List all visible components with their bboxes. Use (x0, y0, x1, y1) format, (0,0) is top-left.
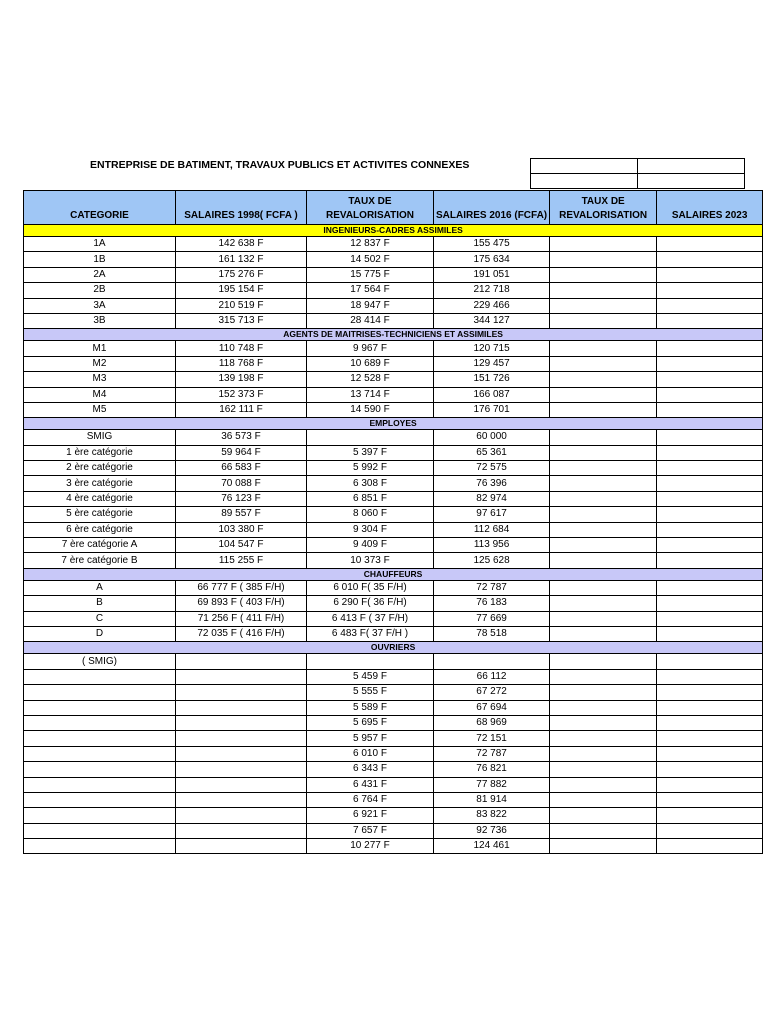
table-row (24, 237, 763, 252)
cell-categorie[interactable] (24, 700, 176, 715)
table-body (24, 225, 763, 854)
cell-categorie[interactable] (24, 669, 176, 684)
cell-salaire-1998[interactable]: 210 519 F (176, 298, 307, 313)
cell-taux-1[interactable]: 5 589 F (307, 700, 434, 715)
cell-taux-2[interactable] (550, 237, 657, 252)
cell-taux-1[interactable]: 14 502 F (307, 252, 434, 267)
cell-categorie[interactable]: D (24, 626, 176, 641)
cell-taux-1[interactable]: 6 431 F (307, 777, 434, 792)
cell-salaire-1998[interactable]: 69 893 F ( 403 F/H) (176, 596, 307, 611)
table-row (24, 341, 763, 356)
cell-salaire-1998[interactable] (176, 731, 307, 746)
cell-taux-1[interactable]: 12 528 F (307, 372, 434, 387)
table-row (24, 430, 763, 445)
cell-salaire-2023[interactable] (657, 715, 763, 730)
cell-salaire-1998[interactable]: 36 573 F (176, 430, 307, 445)
cell-taux-2[interactable] (550, 611, 657, 626)
cell-salaire-1998[interactable] (176, 792, 307, 807)
cell-salaire-2023[interactable] (657, 476, 763, 491)
cell-taux-1[interactable]: 6 308 F (307, 476, 434, 491)
cell-salaire-2023[interactable] (657, 313, 763, 328)
cell-taux-1[interactable]: 5 397 F (307, 445, 434, 460)
table-row (24, 476, 763, 491)
cell-salaire-1998[interactable]: 142 638 F (176, 237, 307, 252)
section-header-row (24, 642, 763, 654)
cell-taux-2[interactable] (550, 430, 657, 445)
cell-salaire-2023[interactable] (657, 298, 763, 313)
table-row (24, 685, 763, 700)
table-row (24, 252, 763, 267)
cell-salaire-2016[interactable]: 120 715 (434, 341, 550, 356)
cell-taux-2[interactable] (550, 356, 657, 371)
cell-salaire-1998[interactable] (176, 839, 307, 854)
cell-salaire-2016[interactable]: 155 475 (434, 237, 550, 252)
cell-taux-2[interactable] (550, 715, 657, 730)
cell-salaire-2023[interactable] (657, 461, 763, 476)
cell-taux-2[interactable] (550, 313, 657, 328)
cell-salaire-1998[interactable]: 89 557 F (176, 507, 307, 522)
cell-categorie[interactable]: 1B (24, 252, 176, 267)
table-row (24, 626, 763, 641)
cell-categorie[interactable] (24, 746, 176, 761)
cell-salaire-1998[interactable] (176, 746, 307, 761)
cell-taux-1[interactable]: 6 921 F (307, 808, 434, 823)
table-row (24, 731, 763, 746)
cell-taux-2[interactable] (550, 731, 657, 746)
table-row (24, 445, 763, 460)
cell-taux-2[interactable] (550, 700, 657, 715)
cell-salaire-2023[interactable] (657, 491, 763, 506)
cell-salaire-2023[interactable] (657, 430, 763, 445)
cell-taux-1[interactable]: 10 277 F (307, 839, 434, 854)
cell-salaire-2023[interactable] (657, 445, 763, 460)
salary-table (23, 190, 763, 854)
cell-salaire-2016[interactable]: 176 701 (434, 402, 550, 417)
cell-salaire-2016[interactable]: 76 821 (434, 762, 550, 777)
table-row (24, 522, 763, 537)
cell-categorie[interactable]: 1 ère catégorie (24, 445, 176, 460)
cell-taux-1[interactable]: 5 459 F (307, 669, 434, 684)
cell-salaire-1998[interactable]: 72 035 F ( 416 F/H) (176, 626, 307, 641)
table-row (24, 507, 763, 522)
cell-taux-1[interactable]: 17 564 F (307, 283, 434, 298)
header-salaires-2023: SALAIRES 2023 (657, 191, 763, 225)
side-box (530, 158, 745, 189)
cell-salaire-2023[interactable] (657, 538, 763, 553)
header-salaires-1998: SALAIRES 1998( FCFA ) (176, 191, 307, 225)
cell-taux-2[interactable] (550, 491, 657, 506)
cell-salaire-2016[interactable]: 166 087 (434, 387, 550, 402)
cell-salaire-1998[interactable]: 71 256 F ( 411 F/H) (176, 611, 307, 626)
cell-salaire-1998[interactable]: 66 777 F ( 385 F/H) (176, 580, 307, 595)
side-box-cell[interactable] (531, 159, 638, 174)
table-row (24, 669, 763, 684)
section-header-row (24, 418, 763, 430)
cell-taux-2[interactable] (550, 538, 657, 553)
cell-taux-1[interactable]: 6 290 F( 36 F/H) (307, 596, 434, 611)
cell-salaire-1998[interactable]: 103 380 F (176, 522, 307, 537)
cell-taux-2[interactable] (550, 626, 657, 641)
table-row (24, 372, 763, 387)
cell-salaire-2023[interactable] (657, 341, 763, 356)
cell-taux-1[interactable]: 6 413 F ( 37 F/H) (307, 611, 434, 626)
cell-categorie[interactable] (24, 685, 176, 700)
cell-salaire-2023[interactable] (657, 402, 763, 417)
section-title: EMPLOYES (24, 418, 763, 430)
cell-salaire-1998[interactable] (176, 654, 307, 669)
cell-salaire-1998[interactable] (176, 715, 307, 730)
cell-taux-1[interactable]: 10 373 F (307, 553, 434, 568)
cell-salaire-1998[interactable] (176, 762, 307, 777)
table-row (24, 808, 763, 823)
table-row (24, 654, 763, 669)
cell-salaire-2016[interactable]: 78 518 (434, 626, 550, 641)
side-box-cell[interactable] (638, 174, 745, 189)
cell-taux-2[interactable] (550, 580, 657, 595)
cell-salaire-2023[interactable] (657, 823, 763, 838)
cell-categorie[interactable] (24, 792, 176, 807)
table-row (24, 491, 763, 506)
cell-salaire-2023[interactable] (657, 762, 763, 777)
cell-salaire-1998[interactable]: 152 373 F (176, 387, 307, 402)
cell-categorie[interactable]: 2B (24, 283, 176, 298)
cell-taux-2[interactable] (550, 445, 657, 460)
table-row (24, 356, 763, 371)
cell-salaire-2016[interactable]: 113 956 (434, 538, 550, 553)
cell-taux-1[interactable]: 7 657 F (307, 823, 434, 838)
cell-salaire-2016[interactable]: 65 361 (434, 445, 550, 460)
cell-taux-1[interactable]: 6 010 F (307, 746, 434, 761)
cell-taux-1[interactable]: 18 947 F (307, 298, 434, 313)
table-row (24, 715, 763, 730)
cell-taux-1[interactable]: 9 304 F (307, 522, 434, 537)
cell-salaire-2023[interactable] (657, 839, 763, 854)
cell-salaire-2023[interactable] (657, 611, 763, 626)
cell-salaire-2023[interactable] (657, 700, 763, 715)
cell-salaire-2023[interactable] (657, 267, 763, 282)
table-row (24, 823, 763, 838)
cell-taux-1[interactable] (307, 430, 434, 445)
cell-salaire-1998[interactable]: 115 255 F (176, 553, 307, 568)
cell-taux-2[interactable] (550, 839, 657, 854)
table-row (24, 313, 763, 328)
cell-salaire-2016[interactable]: 72 575 (434, 461, 550, 476)
cell-categorie[interactable]: M5 (24, 402, 176, 417)
cell-salaire-2016[interactable]: 68 969 (434, 715, 550, 730)
table-row (24, 700, 763, 715)
cell-categorie[interactable] (24, 839, 176, 854)
cell-categorie[interactable] (24, 731, 176, 746)
cell-salaire-2023[interactable] (657, 596, 763, 611)
cell-categorie[interactable]: 6 ère catégorie (24, 522, 176, 537)
cell-categorie[interactable]: B (24, 596, 176, 611)
cell-salaire-2016[interactable]: 82 974 (434, 491, 550, 506)
cell-salaire-1998[interactable]: 161 132 F (176, 252, 307, 267)
cell-salaire-2016[interactable]: 60 000 (434, 430, 550, 445)
cell-taux-1[interactable]: 13 714 F (307, 387, 434, 402)
cell-salaire-2016[interactable]: 83 822 (434, 808, 550, 823)
cell-categorie[interactable] (24, 762, 176, 777)
cell-categorie[interactable]: 7 ère catégorie B (24, 553, 176, 568)
cell-salaire-2016[interactable]: 67 694 (434, 700, 550, 715)
section-header-row (24, 225, 763, 237)
cell-taux-1[interactable]: 5 957 F (307, 731, 434, 746)
side-box-cell[interactable] (638, 159, 745, 174)
cell-taux-2[interactable] (550, 654, 657, 669)
section-title: AGENTS DE MAITRISES-TECHNICIENS ET ASSIMILES (24, 329, 763, 341)
cell-salaire-2016[interactable]: 175 634 (434, 252, 550, 267)
cell-taux-2[interactable] (550, 252, 657, 267)
cell-categorie[interactable]: M3 (24, 372, 176, 387)
cell-taux-1[interactable]: 10 689 F (307, 356, 434, 371)
table-row (24, 402, 763, 417)
cell-salaire-2016[interactable]: 81 914 (434, 792, 550, 807)
cell-salaire-2016[interactable]: 125 628 (434, 553, 550, 568)
cell-taux-1[interactable]: 9 409 F (307, 538, 434, 553)
cell-salaire-1998[interactable] (176, 700, 307, 715)
table-row (24, 461, 763, 476)
cell-salaire-2023[interactable] (657, 356, 763, 371)
cell-salaire-2016[interactable]: 112 684 (434, 522, 550, 537)
cell-salaire-2016[interactable]: 67 272 (434, 685, 550, 700)
cell-salaire-2016[interactable]: 72 151 (434, 731, 550, 746)
cell-taux-1[interactable]: 6 010 F( 35 F/H) (307, 580, 434, 595)
table-row (24, 298, 763, 313)
header-salaires-2016: SALAIRES 2016 (FCFA) (434, 191, 550, 225)
header-taux-2: TAUX DE REVALORISATION (550, 191, 657, 225)
cell-categorie[interactable]: 2A (24, 267, 176, 282)
cell-categorie[interactable]: M4 (24, 387, 176, 402)
cell-categorie[interactable]: M1 (24, 341, 176, 356)
cell-taux-2[interactable] (550, 746, 657, 761)
cell-salaire-2016[interactable]: 72 787 (434, 746, 550, 761)
cell-salaire-1998[interactable] (176, 685, 307, 700)
cell-taux-2[interactable] (550, 372, 657, 387)
cell-taux-2[interactable] (550, 553, 657, 568)
cell-categorie[interactable]: 4 ère catégorie (24, 491, 176, 506)
cell-salaire-1998[interactable] (176, 808, 307, 823)
table-row (24, 596, 763, 611)
table-row (24, 387, 763, 402)
cell-salaire-2016[interactable] (434, 654, 550, 669)
cell-taux-1[interactable]: 28 414 F (307, 313, 434, 328)
cell-categorie[interactable]: 2 ère catégorie (24, 461, 176, 476)
cell-salaire-1998[interactable]: 76 123 F (176, 491, 307, 506)
cell-salaire-1998[interactable]: 175 276 F (176, 267, 307, 282)
table-row (24, 777, 763, 792)
cell-salaire-2023[interactable] (657, 777, 763, 792)
cell-salaire-2016[interactable]: 77 882 (434, 777, 550, 792)
cell-taux-2[interactable] (550, 341, 657, 356)
header-categorie: CATEGORIE (24, 191, 176, 225)
section-title: CHAUFFEURS (24, 568, 763, 580)
header-taux-1: TAUX DE REVALORISATION (307, 191, 434, 225)
section-title: INGENIEURS-CADRES ASSIMILES (24, 225, 763, 237)
cell-taux-1[interactable]: 15 775 F (307, 267, 434, 282)
cell-salaire-2016[interactable]: 66 112 (434, 669, 550, 684)
cell-taux-2[interactable] (550, 461, 657, 476)
table-row (24, 611, 763, 626)
cell-salaire-2016[interactable]: 129 457 (434, 356, 550, 371)
cell-salaire-2016[interactable]: 92 736 (434, 823, 550, 838)
cell-salaire-2023[interactable] (657, 731, 763, 746)
section-header-row (24, 329, 763, 341)
cell-taux-2[interactable] (550, 596, 657, 611)
cell-salaire-2023[interactable] (657, 252, 763, 267)
cell-salaire-2016[interactable]: 77 669 (434, 611, 550, 626)
cell-salaire-1998[interactable]: 59 964 F (176, 445, 307, 460)
cell-salaire-2023[interactable] (657, 580, 763, 595)
cell-salaire-1998[interactable]: 104 547 F (176, 538, 307, 553)
cell-taux-1[interactable]: 6 851 F (307, 491, 434, 506)
cell-taux-1[interactable]: 14 590 F (307, 402, 434, 417)
cell-categorie[interactable]: 3B (24, 313, 176, 328)
cell-categorie[interactable]: 7 ère catégorie A (24, 538, 176, 553)
cell-taux-1[interactable] (307, 654, 434, 669)
cell-categorie[interactable]: 1A (24, 237, 176, 252)
cell-taux-1[interactable]: 12 837 F (307, 237, 434, 252)
cell-salaire-2023[interactable] (657, 792, 763, 807)
table-row (24, 762, 763, 777)
cell-salaire-2023[interactable] (657, 626, 763, 641)
cell-salaire-1998[interactable]: 162 111 F (176, 402, 307, 417)
cell-salaire-2016[interactable]: 97 617 (434, 507, 550, 522)
cell-categorie[interactable]: 5 ère catégorie (24, 507, 176, 522)
cell-taux-2[interactable] (550, 823, 657, 838)
cell-salaire-2016[interactable]: 344 127 (434, 313, 550, 328)
cell-taux-2[interactable] (550, 808, 657, 823)
cell-taux-2[interactable] (550, 476, 657, 491)
cell-categorie[interactable] (24, 808, 176, 823)
cell-taux-2[interactable] (550, 522, 657, 537)
cell-categorie[interactable]: 3 ère catégorie (24, 476, 176, 491)
cell-salaire-2023[interactable] (657, 654, 763, 669)
cell-salaire-2016[interactable]: 229 466 (434, 298, 550, 313)
cell-salaire-2023[interactable] (657, 669, 763, 684)
table-row (24, 746, 763, 761)
table-row (24, 283, 763, 298)
cell-salaire-1998[interactable] (176, 823, 307, 838)
cell-taux-2[interactable] (550, 685, 657, 700)
cell-taux-1[interactable]: 6 343 F (307, 762, 434, 777)
cell-categorie[interactable] (24, 823, 176, 838)
cell-categorie[interactable] (24, 715, 176, 730)
section-title: OUVRIERS (24, 642, 763, 654)
cell-taux-2[interactable] (550, 792, 657, 807)
table-row (24, 553, 763, 568)
cell-salaire-2016[interactable]: 191 051 (434, 267, 550, 282)
cell-categorie[interactable]: C (24, 611, 176, 626)
section-header-row (24, 568, 763, 580)
cell-taux-2[interactable] (550, 298, 657, 313)
cell-categorie[interactable] (24, 777, 176, 792)
cell-salaire-1998[interactable]: 118 768 F (176, 356, 307, 371)
table-row (24, 792, 763, 807)
cell-taux-2[interactable] (550, 507, 657, 522)
cell-salaire-2016[interactable]: 124 461 (434, 839, 550, 854)
cell-salaire-1998[interactable] (176, 777, 307, 792)
cell-taux-1[interactable]: 6 483 F( 37 F/H ) (307, 626, 434, 641)
cell-salaire-2023[interactable] (657, 507, 763, 522)
cell-taux-2[interactable] (550, 283, 657, 298)
table-row (24, 580, 763, 595)
cell-categorie[interactable]: A (24, 580, 176, 595)
cell-salaire-2023[interactable] (657, 387, 763, 402)
cell-salaire-2023[interactable] (657, 746, 763, 761)
table-row (24, 839, 763, 854)
side-box-cell[interactable] (531, 174, 638, 189)
cell-salaire-1998[interactable]: 110 748 F (176, 341, 307, 356)
cell-salaire-2023[interactable] (657, 237, 763, 252)
cell-categorie[interactable]: SMIG (24, 430, 176, 445)
cell-salaire-2016[interactable]: 76 183 (434, 596, 550, 611)
cell-taux-2[interactable] (550, 669, 657, 684)
cell-salaire-1998[interactable]: 139 198 F (176, 372, 307, 387)
cell-taux-2[interactable] (550, 267, 657, 282)
cell-salaire-1998[interactable]: 315 713 F (176, 313, 307, 328)
cell-salaire-2016[interactable]: 76 396 (434, 476, 550, 491)
cell-taux-1[interactable]: 8 060 F (307, 507, 434, 522)
cell-taux-1[interactable]: 9 967 F (307, 341, 434, 356)
cell-taux-1[interactable]: 6 764 F (307, 792, 434, 807)
cell-categorie[interactable]: M2 (24, 356, 176, 371)
cell-taux-1[interactable]: 5 555 F (307, 685, 434, 700)
cell-salaire-2016[interactable]: 72 787 (434, 580, 550, 595)
cell-salaire-1998[interactable] (176, 669, 307, 684)
cell-taux-1[interactable]: 5 695 F (307, 715, 434, 730)
cell-salaire-2023[interactable] (657, 808, 763, 823)
page-title: ENTREPRISE DE BATIMENT, TRAVAUX PUBLICS ET ACTIVITES CONNEXES (90, 159, 470, 171)
cell-salaire-2023[interactable] (657, 283, 763, 298)
cell-taux-2[interactable] (550, 387, 657, 402)
cell-salaire-2023[interactable] (657, 522, 763, 537)
cell-salaire-1998[interactable]: 66 583 F (176, 461, 307, 476)
cell-salaire-2023[interactable] (657, 372, 763, 387)
cell-salaire-2016[interactable]: 151 726 (434, 372, 550, 387)
cell-taux-2[interactable] (550, 762, 657, 777)
cell-taux-2[interactable] (550, 402, 657, 417)
cell-salaire-2016[interactable]: 212 718 (434, 283, 550, 298)
cell-salaire-1998[interactable]: 70 088 F (176, 476, 307, 491)
cell-categorie[interactable]: ( SMIG) (24, 654, 176, 669)
cell-salaire-2023[interactable] (657, 553, 763, 568)
cell-salaire-2023[interactable] (657, 685, 763, 700)
table-row (24, 538, 763, 553)
cell-categorie[interactable]: 3A (24, 298, 176, 313)
cell-taux-2[interactable] (550, 777, 657, 792)
table-row (24, 267, 763, 282)
cell-taux-1[interactable]: 5 992 F (307, 461, 434, 476)
cell-salaire-1998[interactable]: 195 154 F (176, 283, 307, 298)
